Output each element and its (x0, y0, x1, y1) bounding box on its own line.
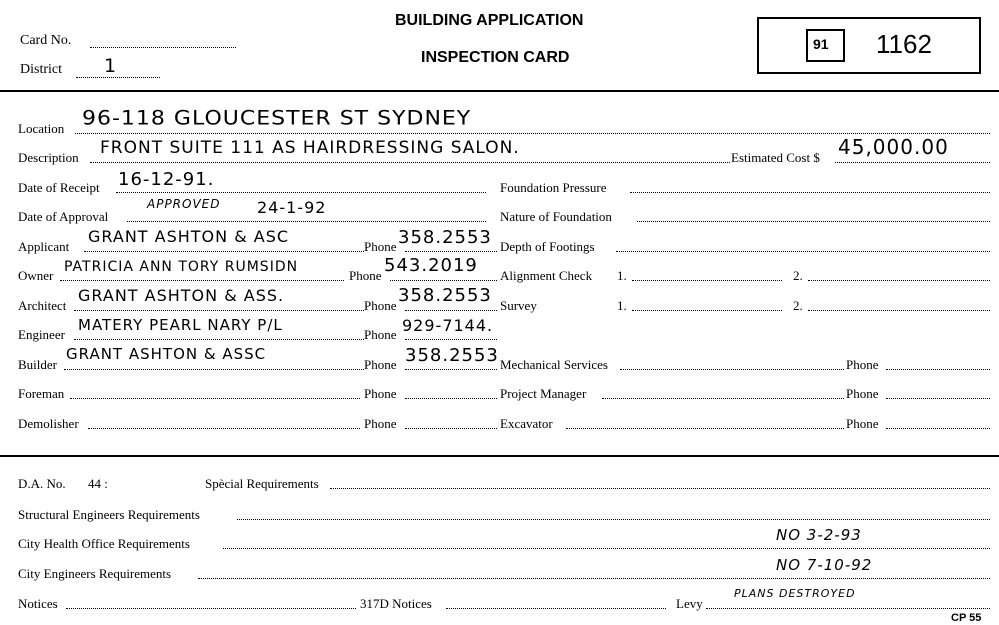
description-label: Description (18, 150, 79, 165)
alignment-check-2-label: 2. (793, 268, 803, 283)
district-label: District (20, 62, 62, 77)
date-of-receipt-label: Date of Receipt (18, 180, 100, 195)
city-health-label: City Health Office Requirements (18, 536, 190, 551)
excavator-label: Excavator (500, 416, 553, 431)
project-manager-label: Project Manager (500, 386, 587, 401)
da-no-value: 44 : (88, 476, 108, 491)
card-no-label: Card No. (20, 33, 72, 48)
section-divider (0, 455, 999, 457)
depth-of-footings-field[interactable] (616, 251, 990, 252)
excavator-phone-field[interactable] (886, 428, 990, 429)
builder-phone-label: Phone (364, 357, 397, 372)
date-of-approval-label: Date of Approval (18, 209, 109, 224)
engineer-phone-field[interactable] (405, 339, 497, 340)
foreman-field[interactable] (70, 398, 360, 399)
project-manager-phone-label: Phone (846, 386, 879, 401)
date-of-approval-value: 24-1-92 (257, 198, 327, 217)
architect-phone-label: Phone (364, 298, 397, 313)
levy-field[interactable] (706, 608, 990, 609)
alignment-check-2-field[interactable] (808, 280, 990, 281)
estimated-cost-field[interactable] (835, 162, 990, 163)
header-divider (0, 90, 999, 92)
notices-317d-label: 317D Notices (360, 596, 432, 611)
card-title-line2: INSPECTION CARD (421, 49, 570, 66)
demolisher-phone-field[interactable] (405, 428, 497, 429)
levy-label: Levy (676, 596, 703, 611)
structural-engineers-label: Structural Engineers Requirements (18, 507, 200, 522)
special-requirements-field[interactable] (330, 488, 990, 489)
mechanical-services-phone-label: Phone (846, 357, 879, 372)
demolisher-label: Demolisher (18, 416, 79, 431)
builder-value: GRANT ASHTON & ASSC (66, 345, 267, 363)
description-field[interactable] (90, 162, 730, 163)
card-no-field[interactable] (90, 47, 236, 48)
architect-phone-value: 358.2553 (398, 285, 492, 306)
date-of-receipt-field[interactable] (116, 192, 486, 193)
form-code: CP 55 (951, 612, 982, 624)
city-engineers-label: City Engineers Requirements (18, 566, 172, 581)
engineer-value: MATERY PEARL NARY P/L (78, 316, 283, 334)
mechanical-services-label: Mechanical Services (500, 357, 608, 372)
architect-value: GRANT ASHTON & ASS. (78, 286, 285, 305)
location-label: Location (18, 121, 65, 136)
card-title-line1: BUILDING APPLICATION (395, 12, 584, 29)
applicant-phone-field[interactable] (405, 251, 497, 252)
date-of-approval-stamp: APPROVED (147, 197, 221, 211)
project-manager-phone-field[interactable] (886, 398, 990, 399)
foundation-pressure-field[interactable] (630, 192, 990, 193)
card-number-box (757, 17, 981, 74)
excavator-phone-label: Phone (846, 416, 879, 431)
survey-2-label: 2. (793, 298, 803, 313)
engineer-label: Engineer (18, 327, 65, 342)
owner-phone-label: Phone (349, 268, 382, 283)
builder-label: Builder (18, 357, 57, 372)
applicant-value: GRANT ASHTON & ASC (88, 227, 290, 246)
alignment-check-1-field[interactable] (632, 280, 782, 281)
estimated-cost-value: 45,000.00 (838, 135, 949, 159)
depth-of-footings-label: Depth of Footings (500, 239, 595, 254)
date-of-receipt-value: 16-12-91. (118, 169, 215, 190)
city-engineers-value: NO 7-10-92 (776, 556, 873, 574)
applicant-phone-label: Phone (364, 239, 397, 254)
applicant-label: Applicant (18, 239, 70, 254)
district-value: 1 (104, 55, 118, 77)
location-value: 96-118 GLOUCESTER ST SYDNEY (82, 107, 472, 130)
survey-1-label: 1. (617, 298, 627, 313)
nature-of-foundation-field[interactable] (637, 221, 990, 222)
applicant-field[interactable] (84, 251, 364, 252)
foreman-label: Foreman (18, 386, 65, 401)
foundation-pressure-label: Foundation Pressure (500, 180, 607, 195)
architect-phone-field[interactable] (405, 310, 497, 311)
estimated-cost-label: Estimated Cost $ (731, 150, 820, 165)
survey-label: Survey (500, 298, 537, 313)
card-number: 1162 (876, 29, 932, 59)
engineer-phone-value: 929-7144. (402, 316, 494, 335)
engineer-phone-label: Phone (364, 327, 397, 342)
excavator-field[interactable] (566, 428, 844, 429)
notices-317d-field[interactable] (446, 608, 666, 609)
demolisher-field[interactable] (88, 428, 360, 429)
demolisher-phone-label: Phone (364, 416, 397, 431)
owner-phone-field[interactable] (390, 280, 497, 281)
description-value: FRONT SUITE 111 AS HAIRDRESSING SALON. (100, 138, 520, 158)
city-health-field[interactable] (223, 548, 990, 549)
foreman-phone-field[interactable] (405, 398, 497, 399)
notices-field[interactable] (66, 608, 356, 609)
district-field[interactable] (76, 77, 160, 78)
levy-value: PLANS DESTROYED (734, 587, 856, 600)
owner-value: PATRICIA ANN TORY RUMSIDN (64, 259, 299, 275)
owner-field[interactable] (60, 280, 344, 281)
alignment-check-label: Alignment Check (500, 268, 593, 283)
architect-label: Architect (18, 298, 67, 313)
owner-phone-value: 543.2019 (384, 255, 478, 276)
mechanical-services-phone-field[interactable] (886, 369, 990, 370)
survey-2-field[interactable] (808, 310, 990, 311)
project-manager-field[interactable] (602, 398, 844, 399)
builder-phone-value: 358.2553 (405, 345, 499, 366)
date-of-approval-field[interactable] (127, 221, 486, 222)
foreman-phone-label: Phone (364, 386, 397, 401)
notices-label: Notices (18, 596, 58, 611)
builder-field[interactable] (64, 369, 364, 370)
alignment-check-1-label: 1. (617, 268, 627, 283)
city-health-value: NO 3-2-93 (776, 526, 862, 544)
nature-of-foundation-label: Nature of Foundation (500, 209, 612, 224)
builder-phone-field[interactable] (405, 369, 497, 370)
special-requirements-label: Spècial Requirements (205, 476, 319, 491)
city-engineers-field[interactable] (198, 578, 990, 579)
mechanical-services-field[interactable] (620, 369, 844, 370)
card-number-prefix: 91 (813, 36, 829, 52)
engineer-field[interactable] (74, 339, 364, 340)
architect-field[interactable] (74, 310, 364, 311)
owner-label: Owner (18, 268, 54, 283)
da-no-label: D.A. No. (18, 476, 66, 491)
structural-engineers-field[interactable] (237, 519, 990, 520)
applicant-phone-value: 358.2553 (398, 227, 492, 248)
survey-1-field[interactable] (632, 310, 782, 311)
location-field[interactable] (75, 133, 990, 134)
